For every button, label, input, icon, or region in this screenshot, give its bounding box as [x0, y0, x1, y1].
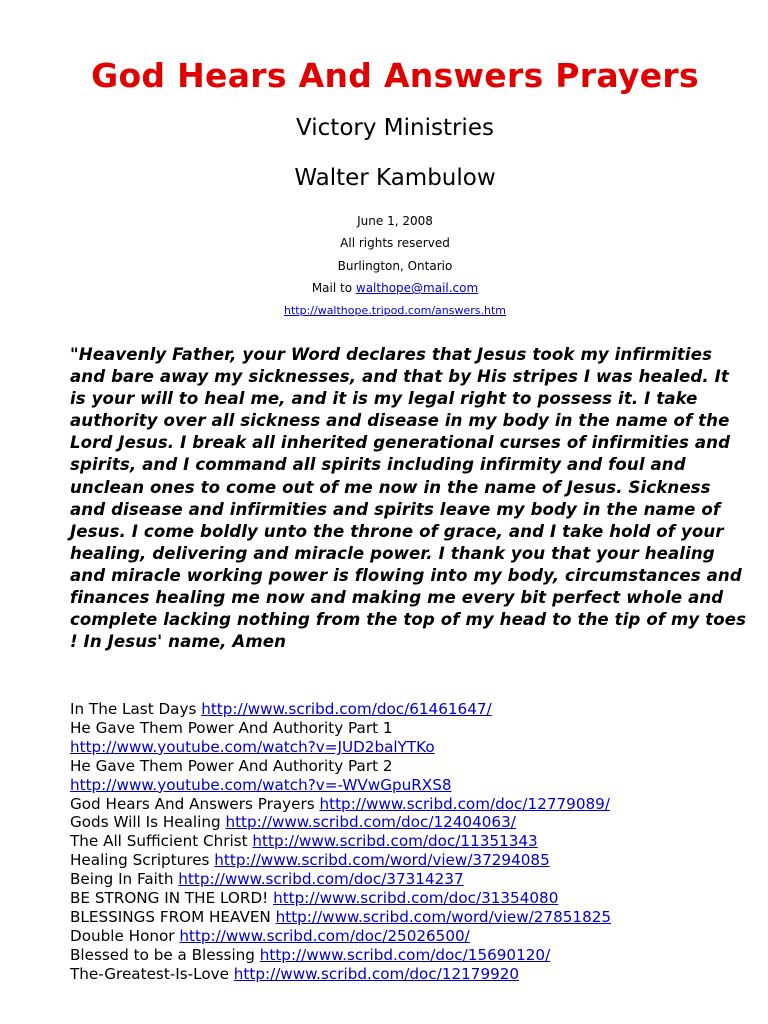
- link-url[interactable]: http://www.scribd.com/doc/11351343: [252, 832, 538, 851]
- link-url[interactable]: http://www.scribd.com/word/view/27851825: [275, 907, 612, 926]
- link-row: [70, 946, 760, 965]
- mail-link[interactable]: walthope@mail.com: [355, 281, 479, 295]
- link-label: He Gave Them Power And Authority Part 2: [70, 756, 393, 775]
- link-row: [70, 719, 760, 738]
- link-row: [70, 889, 760, 908]
- link-label: He Gave Them Power And Authority Part 1: [70, 718, 393, 737]
- page-title: God Hears And Answers Prayers: [91, 56, 699, 95]
- link-row: [70, 700, 760, 719]
- link-row: [70, 965, 760, 984]
- link-label: Gods Will Is Healing: [70, 813, 226, 832]
- link-url[interactable]: http://www.scribd.com/doc/25026500/: [179, 926, 470, 945]
- link-row: [70, 776, 760, 795]
- link-row: [70, 795, 760, 814]
- link-label: God Hears And Answers Prayers: [70, 794, 320, 813]
- link-label: In The Last Days: [70, 700, 202, 718]
- site-link[interactable]: http://walthope.tripod.com/answers.htm: [284, 304, 506, 317]
- link-label: Double Honor: [70, 926, 180, 945]
- link-label: Being In Faith: [70, 870, 179, 889]
- rights: All rights reserved: [340, 236, 450, 250]
- link-row: [70, 851, 760, 870]
- link-label: BE STRONG IN THE LORD!: [70, 889, 274, 908]
- link-url[interactable]: http://www.scribd.com/doc/15690120/: [259, 945, 551, 964]
- link-url[interactable]: http://www.youtube.com/watch?v=JUD2balYTKo: [70, 737, 435, 756]
- link-url[interactable]: http://www.scribd.com/doc/31354080: [273, 889, 559, 908]
- link-row: [70, 738, 760, 757]
- prayer-text: "Heavenly Father, your Word declares that Jesus took my infirmities and bare away my sicknesses, and that by His stripes I was healed. It is your will to heal me, and it is my legal right to possess it. I take authority over all sickness and disease in my body in the name of the Lord Jesus. I break all inherited generational curses of infirmities and spirits, and I command all spirits including infirmity and foul and unclean ones to come out of me now in the name of Jesus. Sickness and disease and infirmities and spirits leave my body in the name of Jesus. I come boldly unto the throne of grace, and I take hold of your healing, delivering and miracle power. I thank you that your healing and miracle working power is flowing into my body, circumstances and finances healing me now and making me every bit perfect whole and complete lacking nothing from the top of my head to the tip of my toes ! In Jesus' name, Amen: [70, 345, 747, 652]
- link-row: [70, 908, 760, 927]
- link-row: [70, 927, 760, 946]
- link-label: BLESSINGS FROM HEAVEN: [70, 907, 276, 926]
- link-row: [70, 832, 760, 851]
- ministry-name: Victory Ministries: [296, 115, 494, 141]
- link-list: [70, 700, 760, 984]
- link-label: The-Greatest-Is-Love: [70, 964, 234, 983]
- link-url[interactable]: http://www.scribd.com/word/view/37294085: [214, 851, 550, 870]
- link-label: Healing Scriptures: [70, 851, 215, 870]
- date: June 1, 2008: [357, 214, 433, 228]
- link-url[interactable]: http://www.scribd.com/doc/12179920: [233, 964, 520, 983]
- link-url[interactable]: http://www.scribd.com/doc/37314237: [178, 870, 464, 889]
- mail-line: [0, 281, 768, 295]
- link-row: [70, 813, 760, 832]
- link-label: Blessed to be a Blessing: [70, 945, 260, 964]
- link-label: The All Sufficient Christ: [70, 832, 253, 851]
- link-url[interactable]: http://www.scribd.com/doc/12404063/: [225, 813, 516, 832]
- link-url[interactable]: http://www.scribd.com/doc/12779089/: [319, 794, 610, 813]
- location: Burlington, Ontario: [337, 259, 453, 273]
- link-url[interactable]: http://www.youtube.com/watch?v=-WVwGpuRXS8: [70, 775, 452, 794]
- site-line: [0, 304, 768, 317]
- link-row: [70, 870, 760, 889]
- link-url[interactable]: http://www.scribd.com/doc/61461647/: [201, 700, 492, 718]
- mail-prefix: Mail to: [311, 281, 356, 295]
- link-row: [70, 757, 760, 776]
- author-name: Walter Kambulow: [294, 165, 496, 191]
